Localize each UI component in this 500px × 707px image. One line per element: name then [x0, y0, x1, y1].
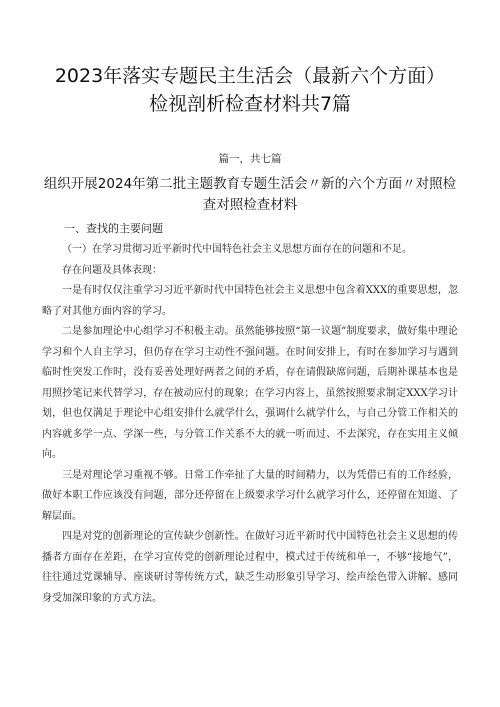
paragraph: 存在问题及具体表现： — [62, 264, 162, 276]
article-title: 组织开展2024年第二批主题教育专题生活会〃新的六个方面〃对照检查对照检查材料 — [43, 176, 457, 213]
paragraph: 二是参加理论中心组学习不积极主动。虽然能够按照“第一议题”制度要求，做好集中理论学习和个人自主学习，但仍存在学习主动性不强问题。在时间安排上，有时在参加学习与遇到临时性突发工作时，没有妥善处理好两者之间的矛盾，存在请假缺席问题，后期补课基本也是用照抄笔记来代替学习，存在被动应付的现象；在学习内容上，虽然按照要求制定XXX学习计划，但也仅满足于理论中心组安排什么就学什么，强调什么就学什么，与自己分管工作相关的内容就多学一点、学深一些，与分管工作关系不大的就一听而过、不去深究，存在实用主义倾向。 — [42, 326, 458, 460]
document-title: 2023年落实专题民主生活会（最新六个方面）检视剖析检查材料共7篇 — [54, 65, 446, 115]
part-heading: 篇一，共七篇 — [218, 153, 282, 165]
paragraph: 三是对理论学习重视不够。日常工作牵扯了大量的时间精力，以为凭借已有的工作经验，做好本职工作应该没有问题，部分还停留在上级要求学习什么就学习什么，还停留在知道、了解层面。 — [42, 469, 458, 522]
paragraph: 一是有时仅仅注重学习习近平新时代中国特色社会主义思想中包含着XXX的重要思想，忽略了对其他方面内容的学习。 — [42, 285, 458, 317]
section-heading: 一、查找的主要问题 — [64, 222, 163, 235]
paragraph: （一）在学习贯彻习近平新时代中国特色社会主义思想方面存在的问题和不足。 — [62, 244, 412, 255]
paragraph: 四是对党的创新理论的宣传缺少创新性。在做好习近平新时代中国特色社会主义思想的传播者方面存在差距，在学习宣传党的创新理论过程中，模式过于传统和单一，不够“接地气”，往往通过党课辅导、座谈研讨等传统方式，缺乏生动形象引导学习、绘声绘色带入讲解、感同身受加深印象的方式方法。 — [42, 531, 458, 604]
